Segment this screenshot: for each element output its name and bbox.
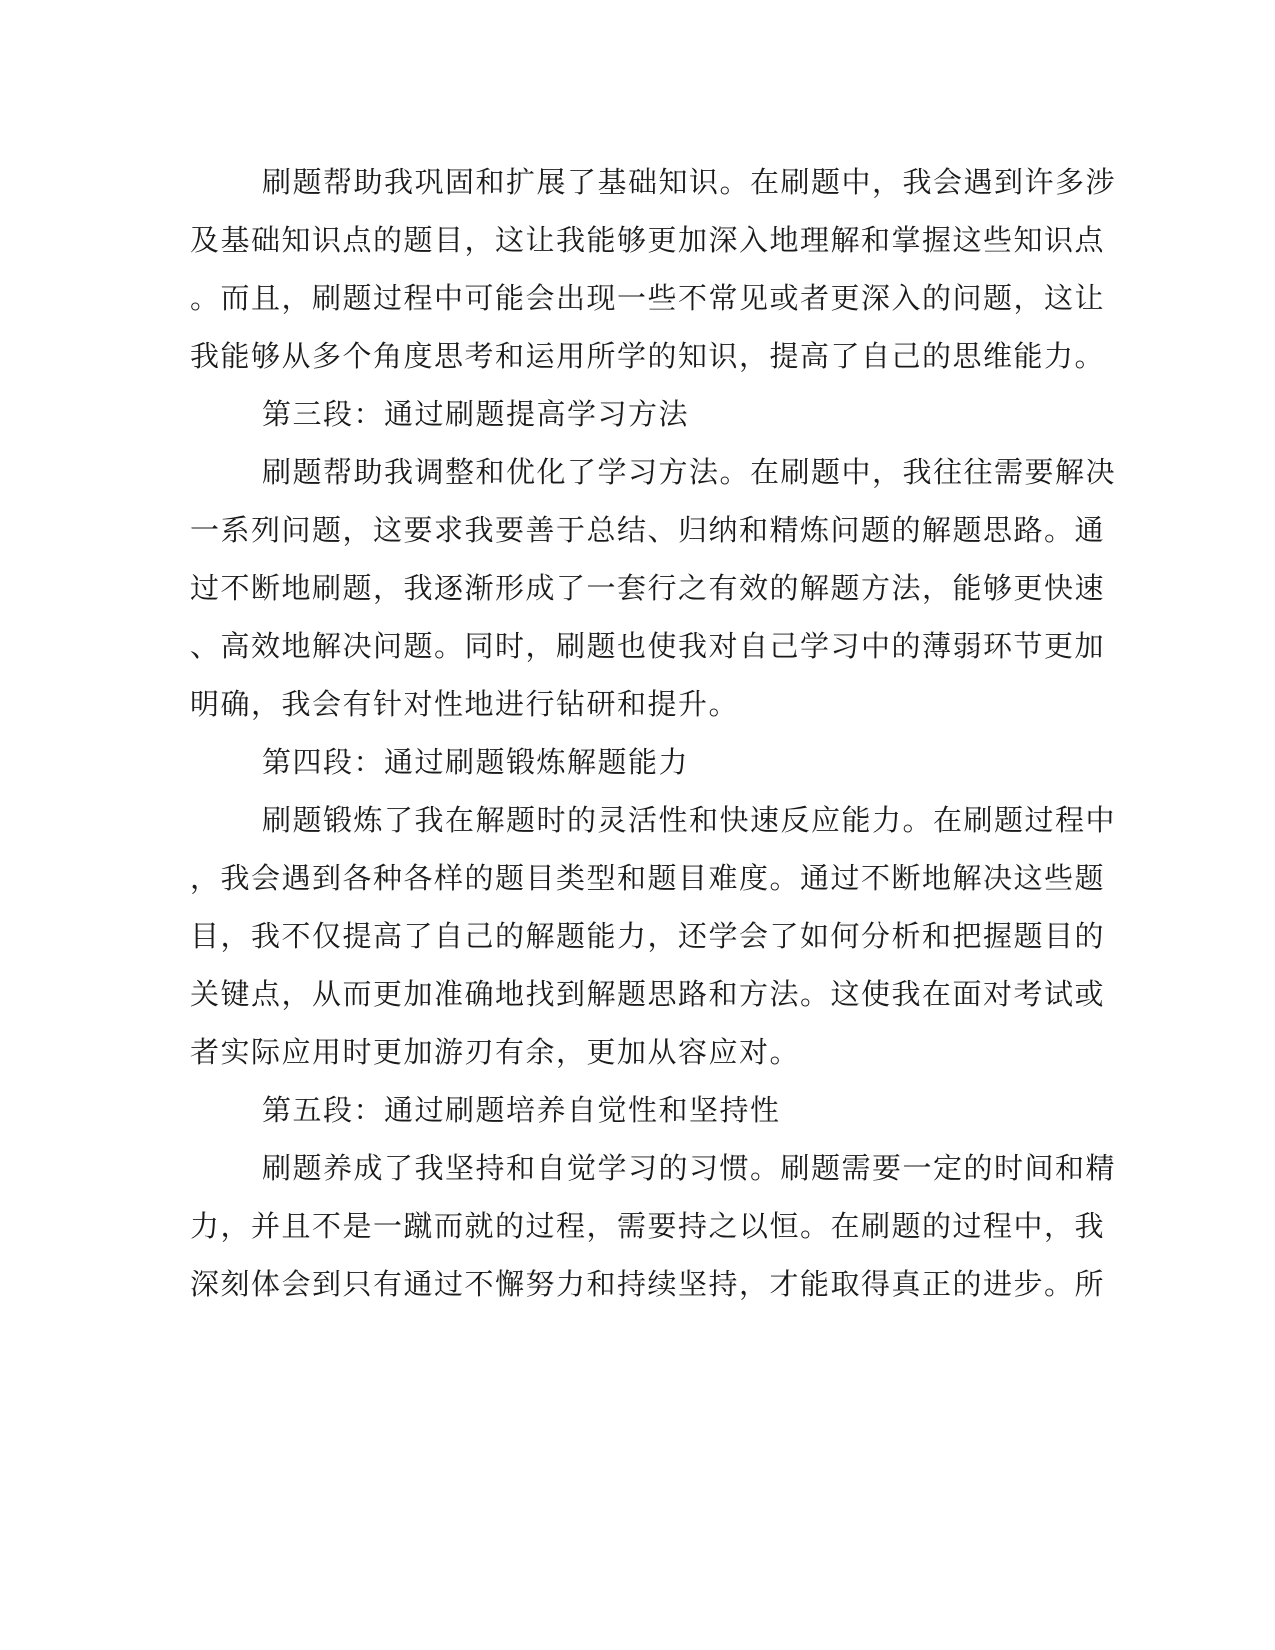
- paragraph-5-line-3: 深刻体会到只有通过不懈努力和持续坚持，才能取得真正的进步。所: [190, 1267, 1106, 1301]
- paragraph-4-line-1: 刷题锻炼了我在解题时的灵活性和快速反应能力。在刷题过程中: [262, 803, 1117, 837]
- paragraph-5-line-2: 力，并且不是一蹴而就的过程，需要持之以恒。在刷题的过程中，我: [190, 1209, 1106, 1243]
- paragraph-2-line-4: 我能够从多个角度思考和运用所学的知识，提高了自己的思维能力。: [190, 339, 1106, 373]
- paragraph-4-line-4: 关键点，从而更加准确地找到解题思路和方法。这使我在面对考试或: [190, 977, 1106, 1011]
- paragraph-2-line-1: 刷题帮助我巩固和扩展了基础知识。在刷题中，我会遇到许多涉: [262, 165, 1117, 199]
- paragraph-2-line-2: 及基础知识点的题目，这让我能够更加深入地理解和掌握这些知识点: [190, 223, 1106, 257]
- paragraph-4-line-5: 者实际应用时更加游刃有余，更加从容应对。: [190, 1035, 801, 1069]
- paragraph-4-line-3: 目，我不仅提高了自己的解题能力，还学会了如何分析和把握题目的: [190, 919, 1106, 953]
- paragraph-3-line-2: 一系列问题，这要求我要善于总结、归纳和精炼问题的解题思路。通: [190, 513, 1106, 547]
- paragraph-3-line-3: 过不断地刷题，我逐渐形成了一套行之有效的解题方法，能够更快速: [190, 571, 1106, 605]
- paragraph-3-line-1: 刷题帮助我调整和优化了学习方法。在刷题中，我往往需要解决: [262, 455, 1117, 489]
- paragraph-4-line-2: ，我会遇到各种各样的题目类型和题目难度。通过不断地解决这些题: [190, 861, 1106, 895]
- paragraph-2-line-3: 。而且，刷题过程中可能会出现一些不常见或者更深入的问题，这让: [190, 281, 1106, 315]
- section-heading-4: 第四段：通过刷题锻炼解题能力: [262, 745, 690, 779]
- section-heading-5: 第五段：通过刷题培养自觉性和坚持性: [262, 1093, 781, 1127]
- paragraph-3-line-5: 明确，我会有针对性地进行钻研和提升。: [190, 687, 740, 721]
- section-heading-3: 第三段：通过刷题提高学习方法: [262, 397, 690, 431]
- paragraph-5-line-1: 刷题养成了我坚持和自觉学习的习惯。刷题需要一定的时间和精: [262, 1151, 1117, 1185]
- paragraph-3-line-4: 、高效地解决问题。同时，刷题也使我对自己学习中的薄弱环节更加: [190, 629, 1106, 663]
